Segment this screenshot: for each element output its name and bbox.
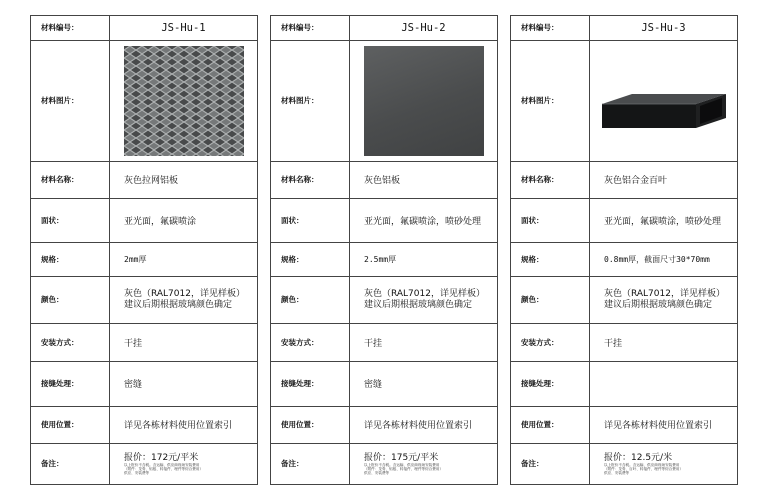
row-label-name: 材料名称： <box>31 161 110 198</box>
row-label-image: 材料图片： <box>511 40 590 161</box>
row-label-joint: 接缝处理： <box>511 361 590 406</box>
row-label-note: 备注： <box>271 443 350 484</box>
row-label-install: 安装方式： <box>31 323 110 361</box>
row-label-surface: 面状： <box>511 198 590 242</box>
expanded-mesh-swatch-icon <box>124 46 244 156</box>
material-name: 灰色铝合金百叶 <box>590 161 738 198</box>
material-location: 详见各栋材料使用位置索引 <box>350 406 498 443</box>
grey-aluminum-plate-swatch-icon <box>364 46 484 156</box>
material-note <box>110 443 258 484</box>
material-note <box>350 443 498 484</box>
price-detail-3: 供应、安装费等 <box>364 470 390 475</box>
material-image-cell <box>110 40 258 161</box>
row-label-note: 备注： <box>511 443 590 484</box>
price-detail-3: 供应、安装费等 <box>124 470 150 475</box>
material-code: JS-Hu-3 <box>590 16 738 40</box>
material-table <box>511 16 737 484</box>
material-card-3 <box>510 15 738 485</box>
material-joint: 密缝 <box>110 361 258 406</box>
row-label-surface: 面状： <box>31 198 110 242</box>
row-label-joint: 接缝处理： <box>271 361 350 406</box>
row-label-image: 材料图片： <box>31 40 110 161</box>
price-detail-1: 以上报价不含税。含运输、供应商现场安装费用 <box>364 462 440 467</box>
material-card-2 <box>270 15 498 485</box>
row-label-code: 材料编号： <box>31 16 110 40</box>
row-label-joint: 接缝处理： <box>31 361 110 406</box>
material-note <box>590 443 738 484</box>
row-label-color: 颜色： <box>271 276 350 323</box>
price-detail-1: 以上报价不含税。含运输、供应商现场安装费用 <box>604 462 680 467</box>
row-label-location: 使用位置： <box>271 406 350 443</box>
price-detail-3: 供应、安装费等 <box>604 470 630 475</box>
row-label-location: 使用位置： <box>511 406 590 443</box>
row-label-name: 材料名称： <box>271 161 350 198</box>
material-install: 干挂 <box>350 323 498 361</box>
row-label-install: 安装方式： <box>271 323 350 361</box>
material-name: 灰色拉网铝板 <box>110 161 258 198</box>
material-image-cell <box>590 40 738 161</box>
material-code: JS-Hu-1 <box>110 16 258 40</box>
material-location: 详见各栋材料使用位置索引 <box>110 406 258 443</box>
row-label-name: 材料名称： <box>511 161 590 198</box>
color-line-1: 灰色（RAL7012，详见样板） <box>604 288 725 299</box>
material-card-1 <box>30 15 258 485</box>
row-label-color: 颜色： <box>31 276 110 323</box>
row-label-spec: 规格： <box>511 242 590 276</box>
material-color <box>110 276 258 323</box>
color-line-1: 灰色（RAL7012，详见样板） <box>124 288 245 299</box>
price-detail-2: （附件：龙骨、百叶、转接件、埋件等综合费用） <box>604 466 684 471</box>
material-location: 详见各栋材料使用位置索引 <box>590 406 738 443</box>
price-detail-2: （附件：龙骨、铝板、转接件、埋件等综合费用） <box>124 466 204 471</box>
material-color <box>590 276 738 323</box>
row-label-image: 材料图片： <box>271 40 350 161</box>
color-line-2: 建议后期根据玻璃颜色确定 <box>604 299 713 310</box>
price-detail-2: （附件：龙骨、铝板、转接件、埋件等综合费用） <box>364 466 444 471</box>
material-color <box>350 276 498 323</box>
price-text: 报价：12.5元/米 <box>604 452 673 463</box>
row-label-color: 颜色： <box>511 276 590 323</box>
material-install: 干挂 <box>110 323 258 361</box>
row-label-install: 安装方式： <box>511 323 590 361</box>
price-text: 报价：172元/平米 <box>124 452 199 463</box>
row-label-note: 备注： <box>31 443 110 484</box>
material-joint <box>590 361 738 406</box>
material-table <box>31 16 257 484</box>
material-joint: 密缝 <box>350 361 498 406</box>
color-line-2: 建议后期根据玻璃颜色确定 <box>124 299 233 310</box>
material-spec: 2.5mm厚 <box>350 242 498 276</box>
material-name: 灰色铝板 <box>350 161 498 198</box>
material-spec: 2mm厚 <box>110 242 258 276</box>
row-label-code: 材料编号： <box>511 16 590 40</box>
color-line-2: 建议后期根据玻璃颜色确定 <box>364 299 473 310</box>
row-label-spec: 规格： <box>31 242 110 276</box>
material-code: JS-Hu-2 <box>350 16 498 40</box>
price-text: 报价：175元/平米 <box>364 452 439 463</box>
row-label-location: 使用位置： <box>31 406 110 443</box>
material-spec: 0.8mm厚，截面尺寸30*70mm <box>590 242 738 276</box>
aluminum-louver-profile-icon <box>594 46 734 156</box>
material-install: 干挂 <box>590 323 738 361</box>
row-label-code: 材料编号： <box>271 16 350 40</box>
material-surface: 亚光面，氟碳喷涂 <box>110 198 258 242</box>
material-image-cell <box>350 40 498 161</box>
row-label-spec: 规格： <box>271 242 350 276</box>
material-surface: 亚光面，氟碳喷涂，喷砂处理 <box>590 198 738 242</box>
row-label-surface: 面状： <box>271 198 350 242</box>
color-line-1: 灰色（RAL7012，详见样板） <box>364 288 485 299</box>
material-surface: 亚光面，氟碳喷涂，喷砂处理 <box>350 198 498 242</box>
material-table <box>271 16 497 484</box>
price-detail-1: 以上报价不含税。含运输、供应商现场安装费用 <box>124 462 200 467</box>
